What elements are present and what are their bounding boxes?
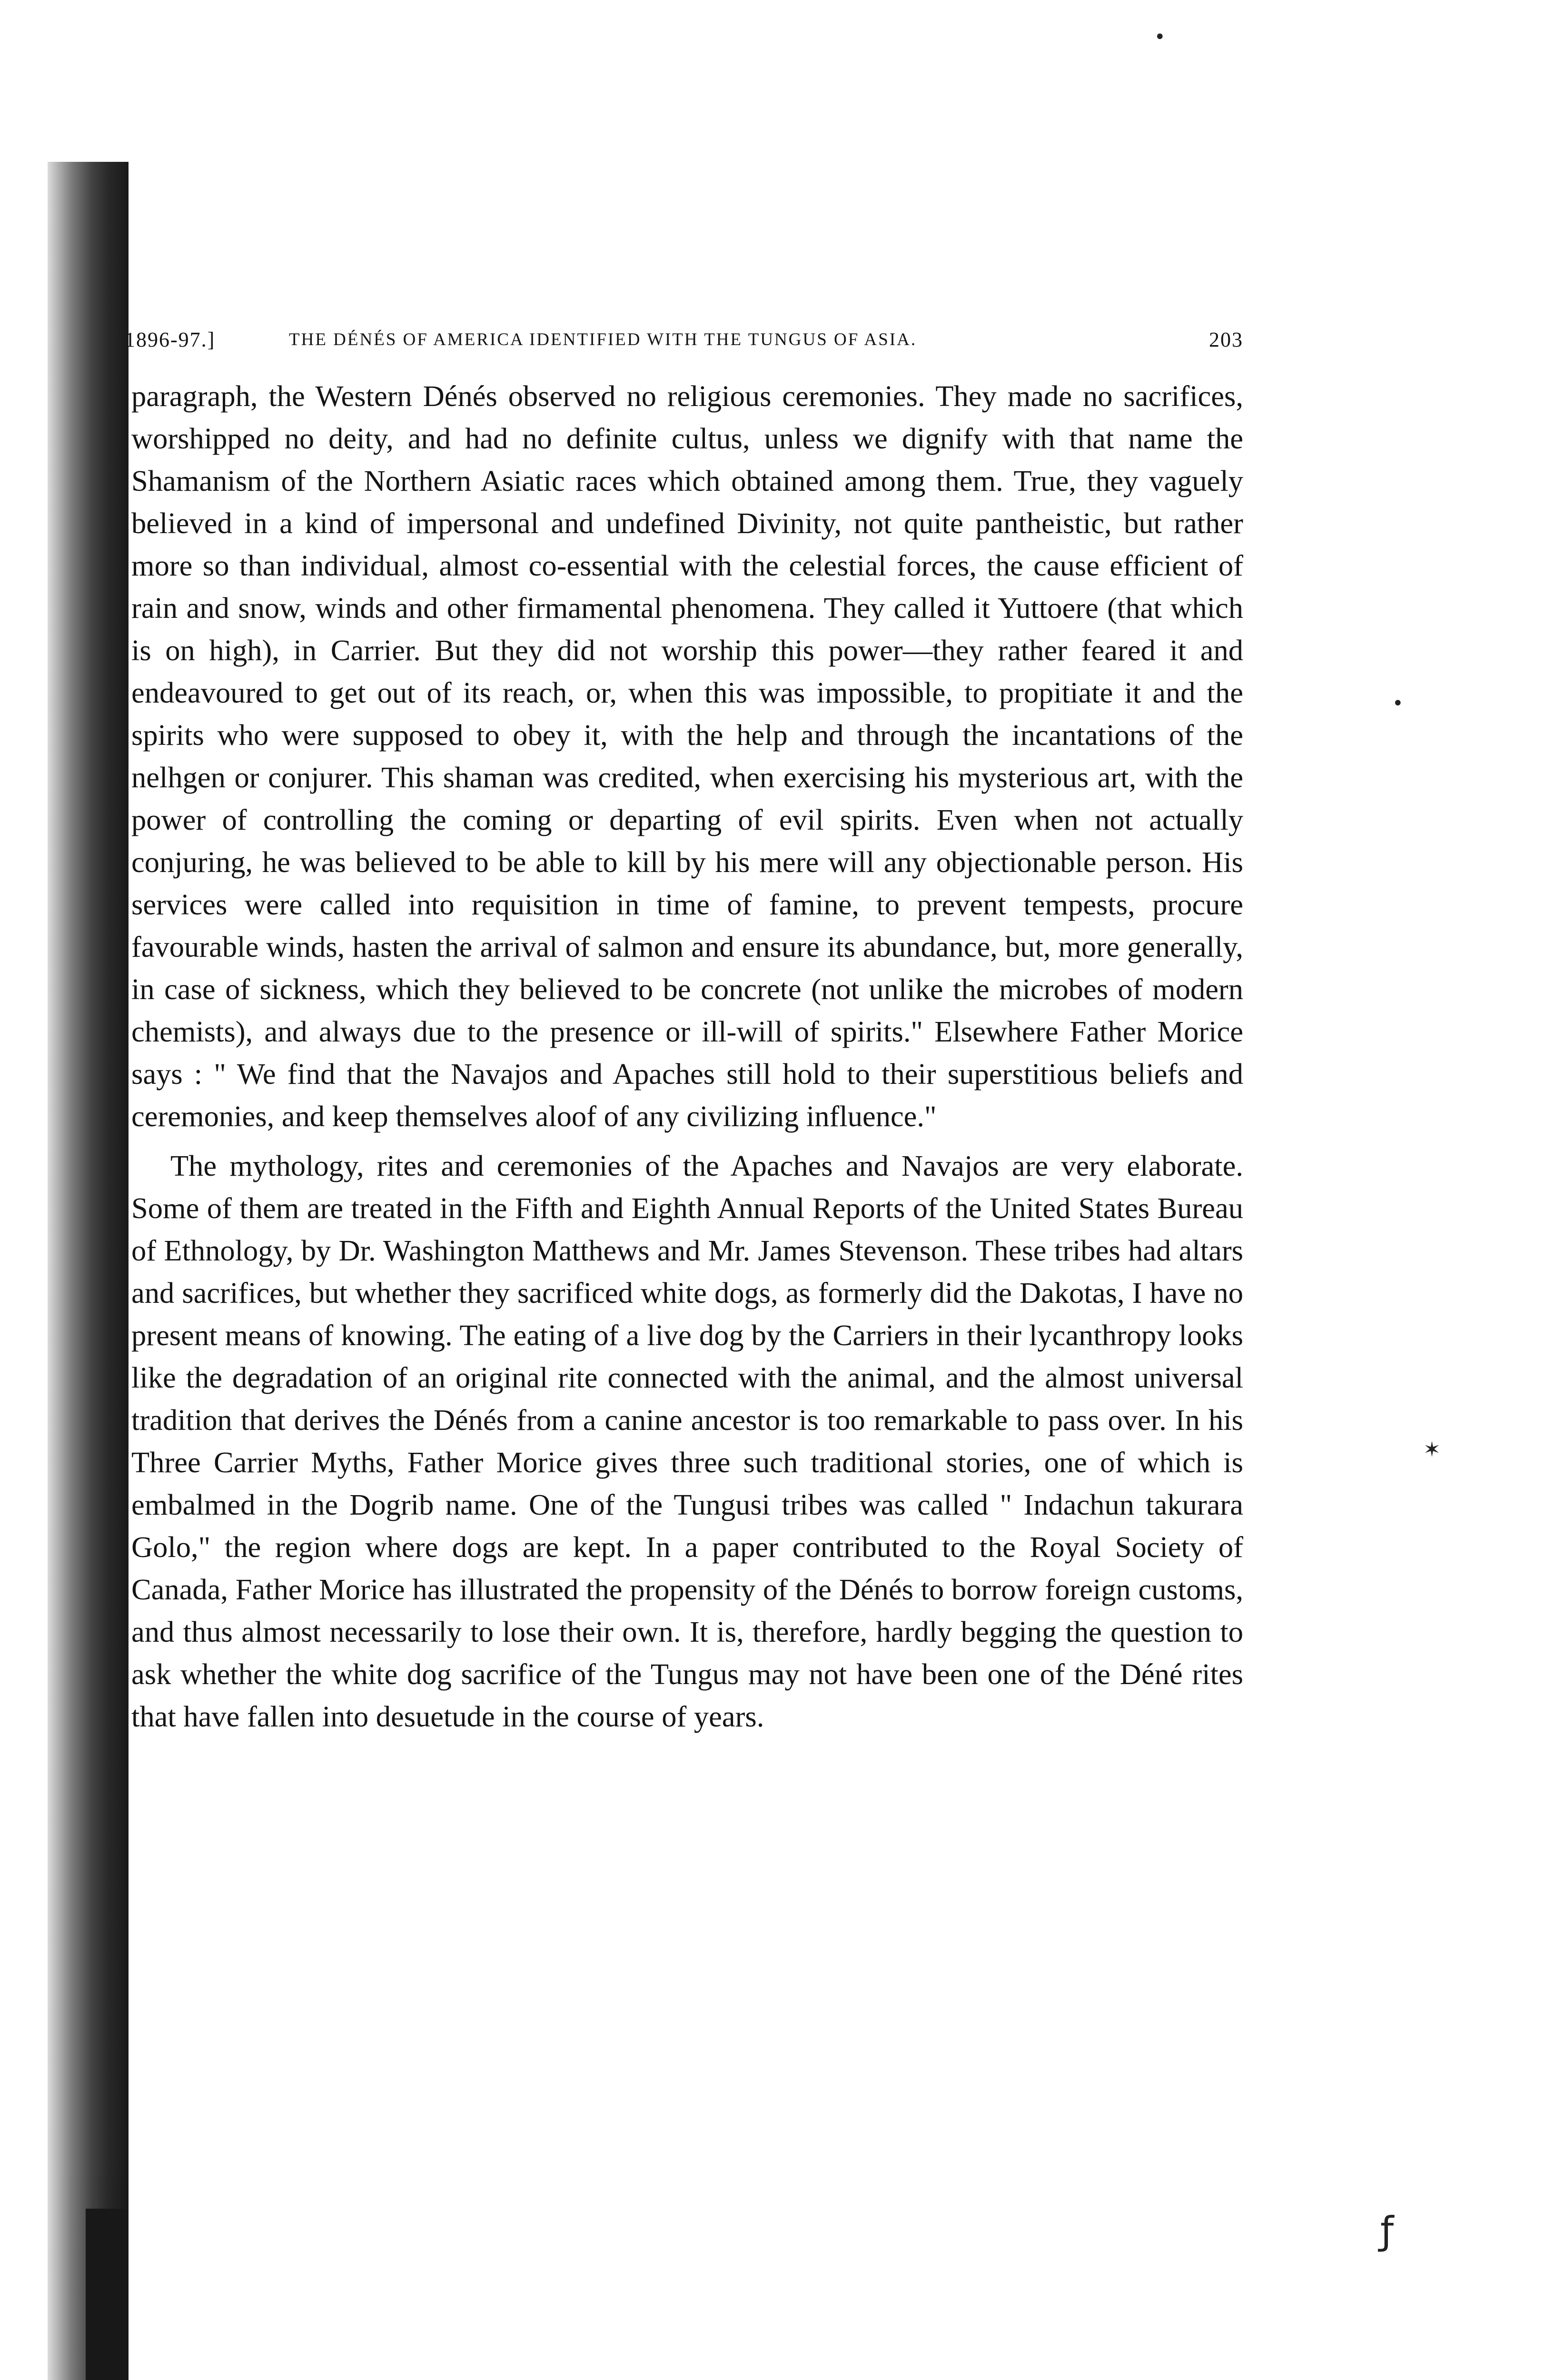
page-number: 203 [1209,328,1243,351]
body-text [131,375,1243,1738]
stray-mark: • [1154,26,1166,48]
binding-shadow [48,162,129,2380]
running-title: THE DÉNÉS OF AMERICA IDENTIFIED WITH THE TUNGUS OF ASIA. [289,330,917,349]
paragraph: The mythology, rites and ceremonies of the Apaches and Navajos are very elaborate. Some of them are treated in the Fifth and Eighth Annual Reports of the United States Bureau of Ethnology, by Dr. Washington Matthews and Mr. James Stevenson. These tribes had altars and sacrifices, but whether they sacrificed white dogs, as formerly did the Dakotas, I have no present means of knowing. The eating of a live dog by the Carriers in their lycanthropy looks like the degradation of an original rite connected with the animal, and the almost universal tradition that derives the Dénés from a canine ancestor is too remarkable to pass over. In his Three Carrier Myths, Father Morice gives three such traditional stories, one of which is embalmed in the Dogrib name. One of the Tungusi tribes was called " Indachun takurara Golo," the region where dogs are kept. In a paper contributed to the Royal Society of Canada, Father Morice has illustrated the propensity of the Dénés to borrow foreign customs, and thus almost necessarily to lose their own. It is, therefore, hardly begging the question to ask whether the white dog sacrifice of the Tungus may not have been one of the Déné rites that have fallen into desuetude in the course of years. [131,1149,1243,1733]
paragraph: paragraph, the Western Dénés observed no religious ceremonies. They made no sacrifices, worshipped no deity, and had no definite cultus, unless we dignify with that name the Shamanism of the Northern Asiatic races which obtained among them. True, they vaguely believed in a kind of impersonal and undefined Divinity, not quite pantheistic, but rather more so than individual, almost co-essential with the celestial forces, the cause efficient of rain and snow, winds and other firmamental phenomena. They called it Yuttoere (that which is on high), in Carrier. But they did not worship this power—they rather feared it and endeavoured to get out of its reach, or, when this was impossible, to propitiate it and the spirits who were supposed to obey it, with the help and through the incantations of the nelhgen or conjurer. This shaman was credited, when exercising his mysterious art, with the power of controlling the coming or departing of evil spirits. Even when not actually conjuring, he was believed to be able to kill by his mere will any objectionable person. His services were called into requisition in time of famine, to prevent tempests, procure favourable winds, hasten the arrival of salmon and ensure its abundance, but, more generally, in case of sickness, which they believed to be concrete (not unlike the microbes of modern chemists), and always due to the presence or ill-will of spirits." Elsewhere Father Morice says : " We find that the Navajos and Apaches still hold to their superstitious beliefs and ceremonies, and keep themselves aloof of any civilizing influence." [131,379,1243,1133]
stray-mark: ✶ [1423,1438,1441,1462]
running-header [125,327,1243,361]
stray-mark: • [1392,693,1404,714]
stray-mark: ƒ [1380,2209,1394,2253]
volume-year: 1896-97.] [125,328,216,351]
